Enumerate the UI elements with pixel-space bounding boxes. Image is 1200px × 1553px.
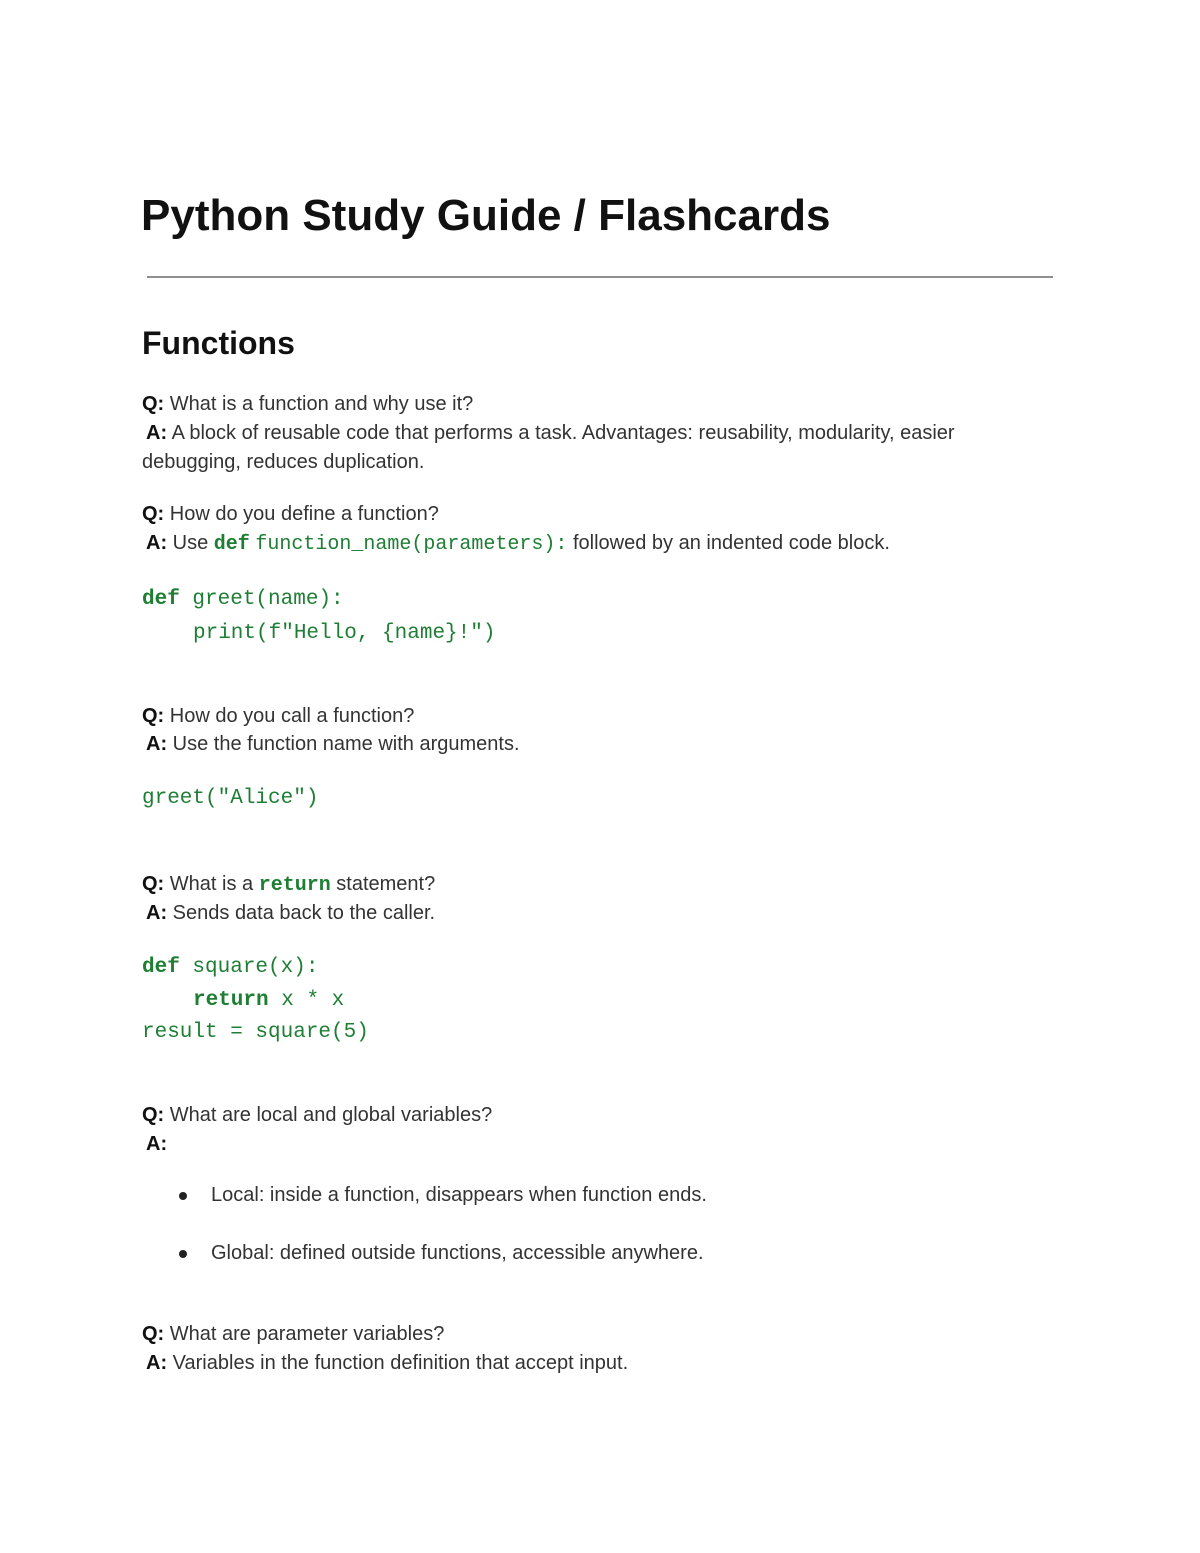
inline-code-return: return	[258, 874, 331, 897]
horizontal-rule	[147, 276, 1053, 278]
answer-3: A: Use the function name with arguments.	[146, 733, 520, 755]
answer-1: A: A block of reusable code that performs a task. Advantages: reusability, modularity, easier	[146, 422, 955, 444]
q-label: Q:	[142, 873, 165, 895]
code-line: return x * x	[193, 989, 345, 1012]
question-2: Q: How do you define a function?	[142, 503, 439, 525]
section-heading: Functions	[142, 325, 295, 361]
q-label: Q:	[142, 503, 165, 525]
list-item: Local: inside a function, disappears when function ends.	[211, 1184, 707, 1206]
q-label: Q:	[142, 393, 165, 415]
answer-1-continued: debugging, reduces duplication.	[142, 451, 425, 473]
question-4: Q: What is a return statement?	[142, 873, 436, 897]
a-label: A:	[146, 733, 168, 755]
inline-code: function_name(parameters):	[255, 533, 568, 556]
a-label: A:	[146, 532, 168, 554]
q-label: Q:	[142, 1104, 165, 1126]
code-line: def greet(name):	[142, 588, 344, 611]
question-5: Q: What are local and global variables?	[142, 1104, 493, 1126]
code-line: greet("Alice")	[142, 787, 319, 810]
a-label: A:	[146, 1133, 168, 1155]
question-1: Q: What is a function and why use it?	[142, 393, 474, 415]
answer-4: A: Sends data back to the caller.	[146, 902, 436, 924]
answer-5	[146, 1130, 167, 1158]
q-label: Q:	[142, 1323, 165, 1345]
q-label: Q:	[142, 705, 165, 727]
inline-code-def: def	[213, 533, 250, 556]
code-line: def square(x):	[142, 956, 319, 979]
answer-6: A: Variables in the function definition that accept input.	[146, 1352, 629, 1374]
bullet-icon	[179, 1192, 187, 1200]
answer-2: A: Use def function_name(parameters): followed by an indented code block.	[146, 532, 890, 556]
a-label: A:	[146, 422, 168, 444]
a-label: A:	[146, 902, 168, 924]
a-label: A:	[146, 1352, 168, 1374]
question-6: Q: What are parameter variables?	[142, 1323, 445, 1345]
code-line: result = square(5)	[142, 1021, 369, 1044]
question-3: Q: How do you call a function?	[142, 705, 415, 727]
page-title: Python Study Guide / Flashcards	[141, 191, 831, 240]
bullet-icon	[179, 1250, 187, 1258]
list-item: Global: defined outside functions, accessible anywhere.	[211, 1242, 704, 1264]
code-line: print(f"Hello, {name}!")	[193, 622, 496, 645]
